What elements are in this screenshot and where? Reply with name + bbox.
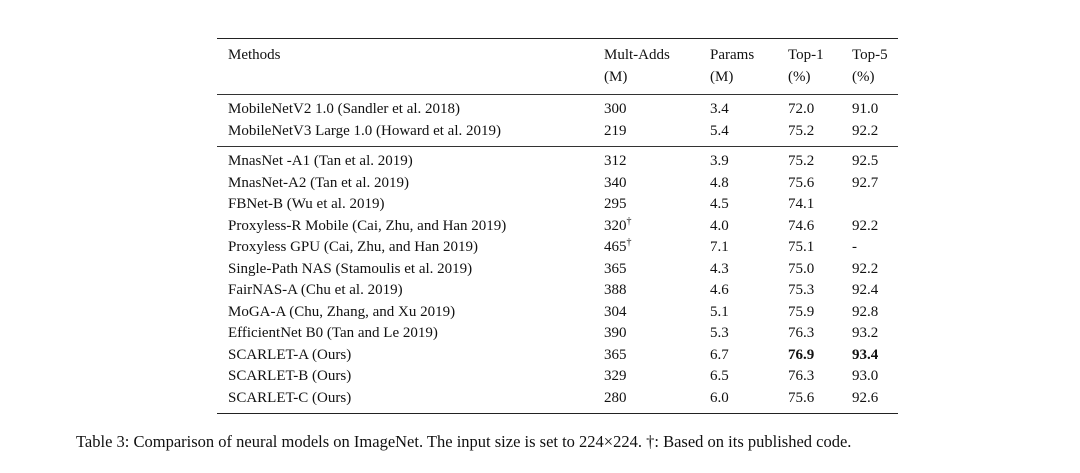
method-cell: MnasNet -A1 (Tan et al. 2019) — [228, 153, 413, 169]
top5-cell: 93.2 — [852, 325, 879, 341]
mult-adds-value: 365 — [604, 346, 627, 363]
method-cell: FairNAS-A (Chu et al. 2019) — [228, 282, 403, 298]
params-cell: 4.3 — [710, 260, 729, 277]
header-top5-unit: (%) — [852, 68, 875, 85]
table-row — [217, 173, 898, 195]
top5-cell: 92.5 — [852, 153, 879, 169]
method-cell: MnasNet-A2 (Tan et al. 2019) — [228, 174, 409, 191]
top5-cell: 92.6 — [852, 389, 879, 406]
params-cell: 5.4 — [710, 122, 729, 139]
mult-adds-cell — [604, 323, 710, 345]
top1-cell: 76.3 — [788, 368, 815, 384]
params-cell: 3.4 — [710, 101, 729, 117]
top1-cell: 74.6 — [788, 217, 815, 234]
mult-adds-cell — [604, 194, 710, 216]
mult-adds-cell — [604, 345, 710, 367]
params-cell: 6.7 — [710, 346, 729, 363]
mult-adds-value: 320 — [604, 217, 627, 234]
dagger-mark: † — [626, 237, 632, 248]
top5-cell: - — [852, 239, 857, 255]
mult-adds-value: 300 — [604, 101, 627, 117]
results-table-container — [217, 38, 898, 414]
top5-cell: 93.4 — [852, 346, 879, 363]
params-cell: 7.1 — [710, 239, 729, 255]
mult-adds-value: 340 — [604, 174, 627, 191]
mult-adds-cell — [604, 302, 710, 324]
table-row — [217, 237, 898, 259]
table-row — [217, 194, 898, 216]
mult-adds-value: 312 — [604, 153, 627, 169]
table-row — [217, 345, 898, 367]
params-cell: 4.5 — [710, 196, 729, 212]
params-cell: 5.1 — [710, 303, 729, 320]
mult-adds-cell — [604, 259, 710, 281]
table-row — [217, 216, 898, 238]
method-cell: Proxyless-R Mobile (Cai, Zhu, and Han 2019) — [228, 217, 507, 234]
method-cell: EfficientNet B0 (Tan and Le 2019) — [228, 325, 438, 341]
top1-cell: 76.3 — [788, 325, 815, 341]
params-cell: 6.5 — [710, 368, 729, 384]
params-cell: 4.8 — [710, 174, 729, 191]
mult-adds-cell — [604, 173, 710, 195]
header-methods-blank — [217, 67, 604, 95]
mult-adds-cell — [604, 280, 710, 302]
mult-adds-cell — [604, 121, 710, 147]
mult-adds-cell — [604, 366, 710, 388]
top5-cell: 92.4 — [852, 282, 879, 298]
table-row — [217, 121, 898, 147]
top1-cell: 75.3 — [788, 282, 815, 298]
params-cell: 3.9 — [710, 153, 729, 169]
mult-adds-value: 280 — [604, 389, 627, 406]
top1-cell: 75.2 — [788, 122, 815, 139]
table-caption: Table 3: Comparison of neural models on ImageNet. The input size is set to 224×224. †: Based on its published code. — [76, 432, 852, 451]
params-cell: 4.6 — [710, 282, 729, 298]
results-table — [217, 38, 898, 414]
header-row-1 — [217, 39, 898, 67]
header-params: Params — [710, 47, 755, 63]
table-row — [217, 259, 898, 281]
header-mult-adds: Mult-Adds — [604, 47, 670, 63]
method-cell: Single-Path NAS (Stamoulis et al. 2019) — [228, 260, 473, 277]
table-row — [217, 366, 898, 388]
top5-cell: 93.0 — [852, 368, 879, 384]
mult-adds-value: 465 — [604, 239, 627, 255]
table-row — [217, 323, 898, 345]
method-cell: SCARLET-A (Ours) — [228, 346, 352, 363]
header-methods: Methods — [228, 47, 281, 63]
top5-cell: 92.2 — [852, 260, 879, 277]
params-cell: 4.0 — [710, 217, 729, 234]
top5-cell: 92.2 — [852, 122, 879, 139]
top5-cell: 92.8 — [852, 303, 879, 320]
mult-adds-cell — [604, 216, 710, 238]
mult-adds-value: 390 — [604, 325, 627, 341]
mult-adds-value: 295 — [604, 196, 627, 212]
params-cell: 6.0 — [710, 389, 729, 406]
method-cell: SCARLET-C (Ours) — [228, 389, 352, 406]
top1-cell: 75.6 — [788, 174, 815, 191]
top5-cell — [852, 194, 898, 216]
method-cell: Proxyless GPU (Cai, Zhu, and Han 2019) — [228, 239, 478, 255]
method-cell: MoGA-A (Chu, Zhang, and Xu 2019) — [228, 303, 456, 320]
top5-cell: 92.7 — [852, 174, 879, 191]
header-mult-adds-unit: (M) — [604, 68, 628, 85]
method-cell: MobileNetV3 Large 1.0 (Howard et al. 2019) — [228, 122, 501, 139]
baseline-group — [217, 95, 898, 147]
top5-cell: 92.2 — [852, 217, 879, 234]
table-row — [217, 280, 898, 302]
table-header — [217, 39, 898, 95]
top1-cell: 75.1 — [788, 239, 815, 255]
table-row — [217, 147, 898, 173]
top1-cell: 75.6 — [788, 389, 815, 406]
mult-adds-cell — [604, 237, 710, 259]
method-cell: FBNet-B (Wu et al. 2019) — [228, 196, 385, 212]
table-row — [217, 302, 898, 324]
mult-adds-value: 329 — [604, 368, 627, 384]
header-top1: Top-1 — [788, 47, 824, 63]
mult-adds-cell — [604, 147, 710, 173]
header-row-2 — [217, 67, 898, 95]
mult-adds-cell — [604, 388, 710, 414]
top1-cell: 74.1 — [788, 196, 815, 212]
top5-cell: 91.0 — [852, 101, 879, 117]
method-cell: MobileNetV2 1.0 (Sandler et al. 2018) — [228, 101, 461, 117]
dagger-mark: † — [626, 215, 632, 227]
mult-adds-value: 365 — [604, 260, 627, 277]
table-row — [217, 95, 898, 121]
top1-cell: 75.2 — [788, 153, 815, 169]
top1-cell: 72.0 — [788, 101, 815, 117]
params-cell: 5.3 — [710, 325, 729, 341]
header-top5: Top-5 — [852, 47, 888, 63]
top1-cell: 76.9 — [788, 346, 815, 363]
method-cell: SCARLET-B (Ours) — [228, 368, 352, 384]
top1-cell: 75.9 — [788, 303, 815, 320]
nas-group — [217, 147, 898, 414]
table-row — [217, 388, 898, 414]
header-top1-unit: (%) — [788, 68, 811, 85]
mult-adds-value: 219 — [604, 122, 627, 139]
mult-adds-value: 388 — [604, 282, 627, 298]
header-params-unit: (M) — [710, 68, 734, 85]
mult-adds-value: 304 — [604, 303, 627, 320]
top1-cell: 75.0 — [788, 260, 815, 277]
mult-adds-cell — [604, 95, 710, 121]
